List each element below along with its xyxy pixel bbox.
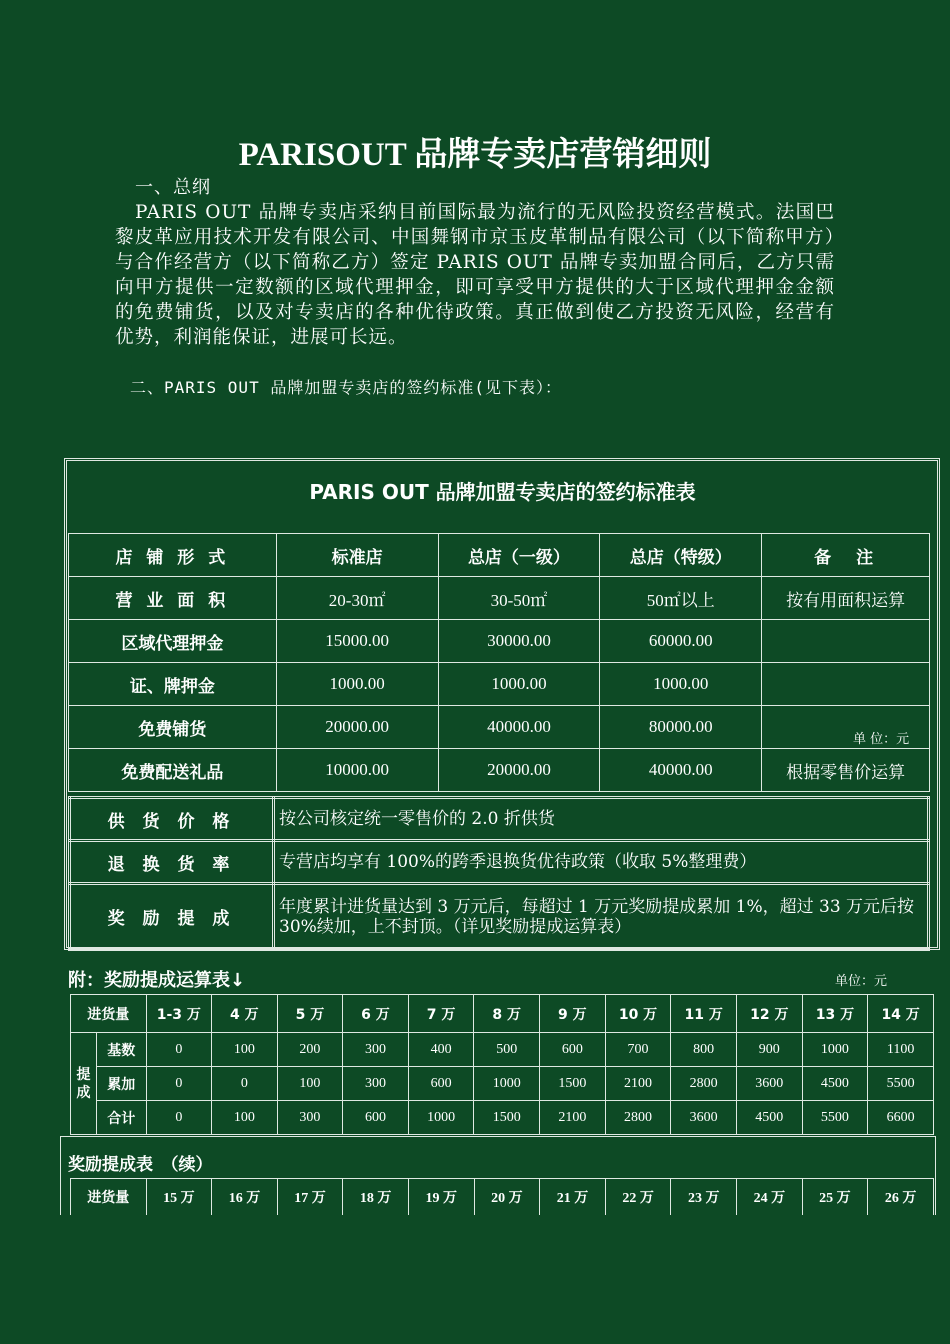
table-cell: 100 [212, 1101, 278, 1135]
table-cell: 17 万 [277, 1179, 343, 1216]
table-cell: 23 万 [671, 1179, 737, 1216]
table-cell: 16 万 [212, 1179, 278, 1216]
terms-row [70, 798, 929, 841]
table-cell: 10 万 [605, 995, 671, 1033]
table-cell: 1500 [540, 1067, 606, 1101]
table-cell: 600 [343, 1101, 409, 1135]
reward-continued-table [70, 1178, 934, 1215]
header-cell: 备 注 [762, 534, 930, 577]
table-cell: 50㎡以上 [600, 577, 762, 620]
reward-header-row [71, 995, 934, 1033]
standards-table [68, 533, 930, 792]
table-cell: 20 万 [474, 1179, 540, 1216]
table-cell: 6 万 [343, 995, 409, 1033]
reward-continued-header-row [71, 1179, 934, 1216]
table-cell: 3600 [671, 1101, 737, 1135]
terms-label: 供 货 价 格 [70, 798, 274, 841]
terms-label: 奖 励 提 成 [70, 884, 274, 950]
table-cell: 8 万 [474, 995, 540, 1033]
table-cell: 1000 [408, 1101, 474, 1135]
table-cell: 22 万 [605, 1179, 671, 1216]
table-cell: 30-50㎡ [438, 577, 600, 620]
table-cell: 20-30㎡ [276, 577, 438, 620]
table-cell: 100 [277, 1067, 343, 1101]
table-cell: 15 万 [146, 1179, 212, 1216]
table-cell: 300 [343, 1033, 409, 1067]
table-cell: 200 [277, 1033, 343, 1067]
header-cell: 总店（特级） [600, 534, 762, 577]
standards-header-row [69, 534, 930, 577]
table-cell: 19 万 [408, 1179, 474, 1216]
reward-table-title: 附：奖励提成运算表↓ [68, 970, 246, 991]
table-cell: 100 [212, 1033, 278, 1067]
table-row [71, 1033, 934, 1067]
table-cell: 26 万 [868, 1179, 934, 1216]
table-cell: 按有用面积运算 [762, 577, 930, 620]
table-cell [762, 663, 930, 706]
unit-note: 单 位：元 [853, 732, 910, 747]
table-cell [762, 620, 930, 663]
table-cell: 20000.00 [276, 706, 438, 749]
row-label: 免费铺货 [69, 706, 277, 749]
table-cell: 7 万 [408, 995, 474, 1033]
table-cell: 20000.00 [438, 749, 600, 792]
table-cell: 5500 [802, 1101, 868, 1135]
header-cell: 进货量 [71, 995, 147, 1033]
general-paragraph: PARIS OUT 品牌专卖店采纳目前国际最为流行的无风险投资经营模式。法国巴黎皮革应用技术开发有限公司、中国舞钢市京玉皮革制品有限公司（以下简称甲方）与合作经营方（以下简称乙方）签定 PARIS OUT 品牌专卖加盟合同后，乙方只需向甲方提供一定数额的区域代理押金，即可享受甲方提供的大于区域代理押金金额的免费铺货，以及对专卖店的各种优待政策。真正做到使乙方投资无风险，经营有优势，利润能保证，进展可长远。 [115, 202, 835, 348]
table-cell: 4500 [802, 1067, 868, 1101]
terms-value: 专营店均享有 100%的跨季退换货优待政策（收取 5%整理费） [274, 841, 929, 884]
table-cell: 10000.00 [276, 749, 438, 792]
table-cell: 80000.00 [600, 706, 762, 749]
table-cell: 25 万 [802, 1179, 868, 1216]
table-cell: 2800 [605, 1101, 671, 1135]
table-row [69, 620, 930, 663]
table-cell: 40000.00 [600, 749, 762, 792]
table-cell: 13 万 [802, 995, 868, 1033]
table-cell: 0 [146, 1101, 212, 1135]
row-label: 证、牌押金 [69, 663, 277, 706]
terms-row [70, 884, 929, 950]
table-cell: 500 [474, 1033, 540, 1067]
table-cell: 6600 [868, 1101, 934, 1135]
table-cell: 4500 [736, 1101, 802, 1135]
table-cell: 2800 [671, 1067, 737, 1101]
table-cell: 1000.00 [600, 663, 762, 706]
table-cell: 0 [146, 1033, 212, 1067]
table-row [69, 577, 930, 620]
table-row [69, 663, 930, 706]
table-cell: 15000.00 [276, 620, 438, 663]
table-row [71, 1067, 934, 1101]
table-cell: 30000.00 [438, 620, 600, 663]
table-cell: 600 [408, 1067, 474, 1101]
standards-table-title: PARIS OUT 品牌加盟专卖店的签约标准表 [309, 480, 696, 504]
table-cell: 4 万 [212, 995, 278, 1033]
table-cell: 1000.00 [438, 663, 600, 706]
table-cell: 1500 [474, 1101, 540, 1135]
table-cell: 12 万 [736, 995, 802, 1033]
table-cell: 2100 [605, 1067, 671, 1101]
table-cell: 9 万 [540, 995, 606, 1033]
table-cell: 14 万 [868, 995, 934, 1033]
table-cell: 300 [343, 1067, 409, 1101]
terms-value: 年度累计进货量达到 3 万元后，每超过 1 万元奖励提成累加 1%，超过 33 万元后按 30%续加，上不封顶。（详见奖励提成运算表） [274, 884, 929, 950]
document-title: PARISOUT 品牌专卖店营销细则 [238, 137, 712, 173]
reward-group-label: 提成 [71, 1033, 97, 1135]
row-label: 基数 [96, 1033, 146, 1067]
table-cell: 600 [540, 1033, 606, 1067]
table-cell: 900 [736, 1033, 802, 1067]
table-cell: 根据零售价运算 [762, 749, 930, 792]
table-cell: 800 [671, 1033, 737, 1067]
table-row [69, 749, 930, 792]
table-cell: 1100 [868, 1033, 934, 1067]
table-cell: 0 [146, 1067, 212, 1101]
section-heading-general: 一、总纲 [135, 177, 211, 198]
table-cell: 1-3 万 [146, 995, 212, 1033]
row-label: 累加 [96, 1067, 146, 1101]
row-label: 营 业 面 积 [69, 577, 277, 620]
table-cell: 0 [212, 1067, 278, 1101]
terms-row [70, 841, 929, 884]
table-cell: 700 [605, 1033, 671, 1067]
table-cell: 60000.00 [600, 620, 762, 663]
table-cell: 400 [408, 1033, 474, 1067]
table-cell: 2100 [540, 1101, 606, 1135]
table-cell: 1000.00 [276, 663, 438, 706]
header-cell: 总店（一级） [438, 534, 600, 577]
table-cell: 24 万 [737, 1179, 803, 1216]
terms-table [68, 796, 930, 951]
table-cell: 11 万 [671, 995, 737, 1033]
header-cell: 进货量 [71, 1179, 147, 1216]
header-cell: 标准店 [276, 534, 438, 577]
table-cell: 40000.00 [438, 706, 600, 749]
table-cell: 18 万 [343, 1179, 409, 1216]
reward-unit: 单位：元 [835, 974, 888, 989]
reward-continued-title: 奖励提成表 （续） [68, 1155, 213, 1175]
table-row [71, 1101, 934, 1135]
table-cell: 5 万 [277, 995, 343, 1033]
table-row [69, 706, 930, 749]
table-cell: 300 [277, 1101, 343, 1135]
section-heading-standards: 二、PARIS OUT 品牌加盟专卖店的签约标准(见下表）： [130, 378, 562, 397]
table-cell: 1000 [802, 1033, 868, 1067]
table-cell: 5500 [868, 1067, 934, 1101]
table-cell: 3600 [736, 1067, 802, 1101]
row-label: 合计 [96, 1101, 146, 1135]
table-cell: 21 万 [540, 1179, 606, 1216]
row-label: 区域代理押金 [69, 620, 277, 663]
reward-table [70, 994, 934, 1135]
terms-label: 退 换 货 率 [70, 841, 274, 884]
row-label: 免费配送礼品 [69, 749, 277, 792]
terms-value: 按公司核定统一零售价的 2.0 折供货 [274, 798, 929, 841]
header-cell: 店 铺 形 式 [69, 534, 277, 577]
table-cell: 1000 [474, 1067, 540, 1101]
